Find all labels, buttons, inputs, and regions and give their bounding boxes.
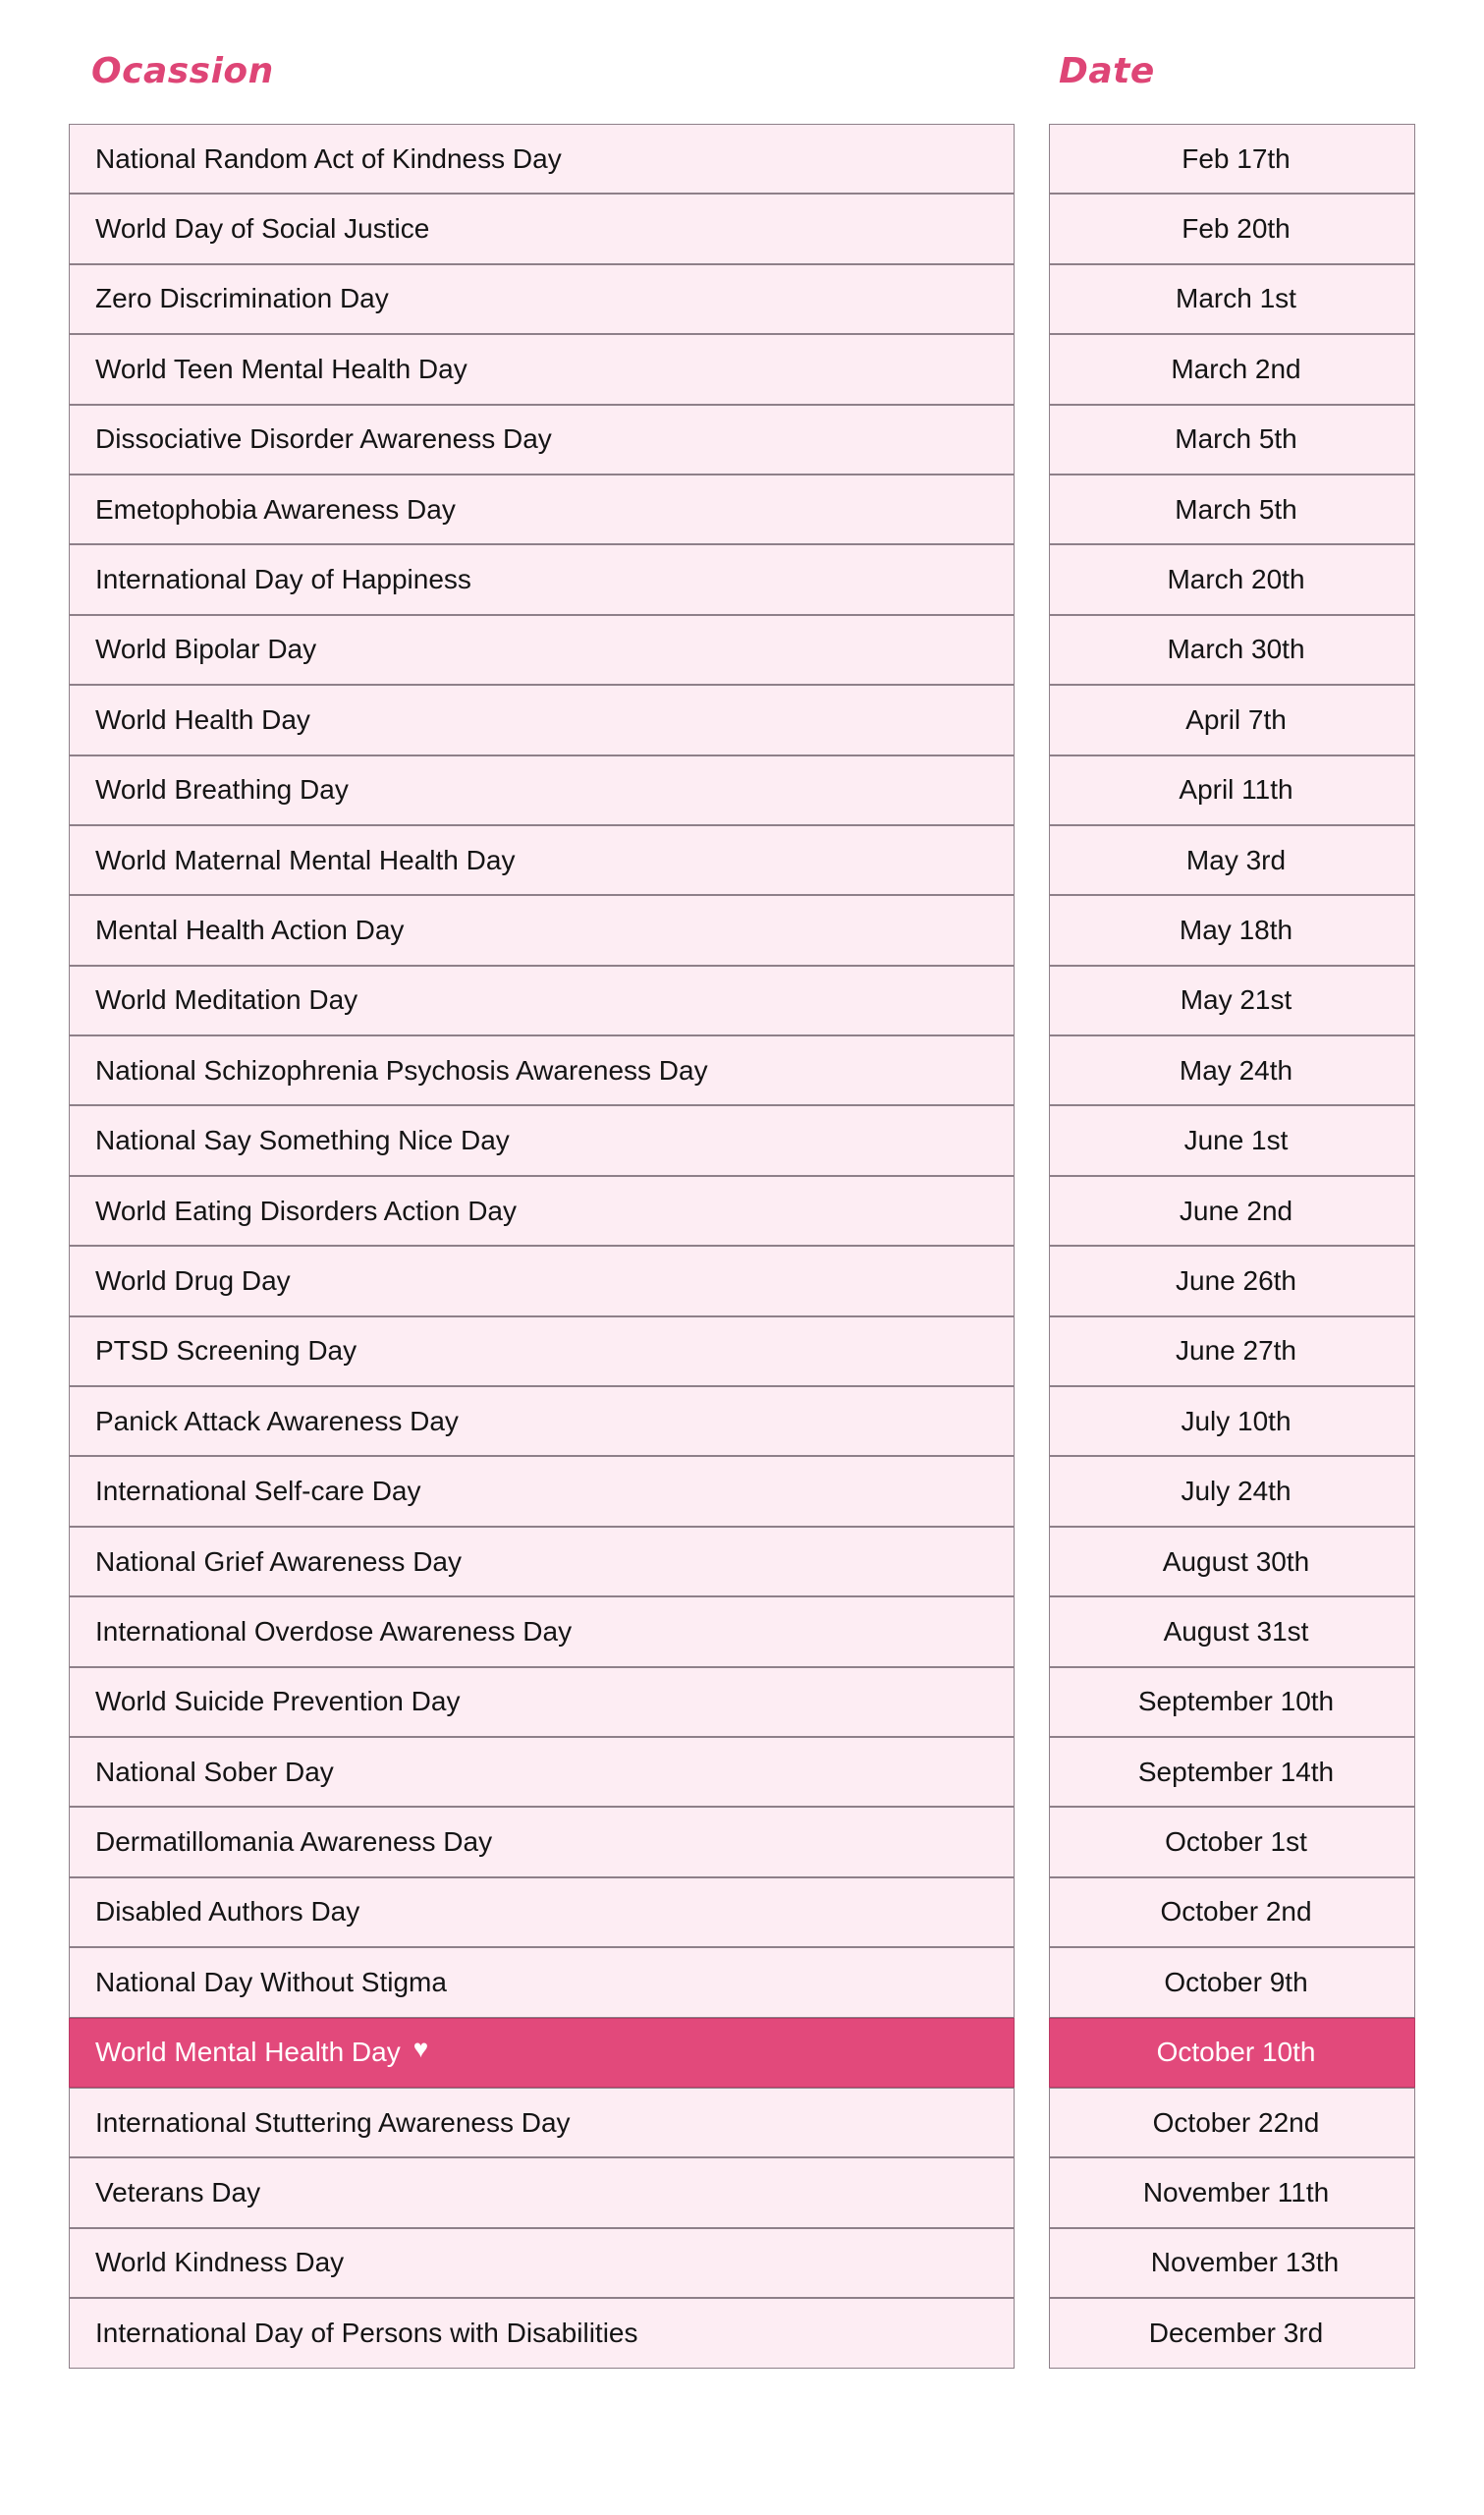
occasion-label: National Say Something Nice Day [95,1125,510,1156]
occasion-label: National Schizophrenia Psychosis Awareness Day [95,1054,708,1086]
occasion-label: World Breathing Day [95,774,349,806]
table-row-date-cell: June 2nd [1049,1176,1415,1246]
table-row-occasion-cell [69,405,1015,475]
table-row-occasion-cell [69,1667,1015,1737]
table-row-date-cell: August 31st [1049,1596,1415,1666]
occasion-label: World Health Day [95,703,310,735]
table-row-occasion-cell [69,1737,1015,1807]
column-gap [1015,1947,1049,2017]
table-row-date-cell: October 9th [1049,1947,1415,2017]
table-row-date-cell: December 3rd [1049,2298,1415,2368]
column-gap [1015,685,1049,754]
table-row-occasion-cell [69,2157,1015,2227]
column-gap [1015,1737,1049,1807]
occasion-label: Zero Discrimination Day [95,283,389,314]
table-row-date-cell: August 30th [1049,1527,1415,1596]
table-row-occasion-cell [69,1807,1015,1876]
table-row-occasion-cell [69,1246,1015,1315]
occasion-label: World Bipolar Day [95,634,317,665]
column-gap [1015,1035,1049,1105]
table-row-date-cell: June 1st [1049,1105,1415,1175]
occasion-label: International Self-care Day [95,1476,421,1507]
table-row-occasion-cell [69,2298,1015,2368]
occasion-label: Panick Attack Awareness Day [95,1405,459,1436]
occasion-label: Veterans Day [95,2177,261,2208]
column-header-occasion: Ocassion [91,51,274,91]
table-row-date-cell: May 18th [1049,895,1415,965]
column-gap [1015,1176,1049,1246]
table-row-date-cell: April 7th [1049,685,1415,754]
column-gap [1015,2298,1049,2368]
occasion-label: National Day Without Stigma [95,1966,447,1997]
occasion-label: National Sober Day [95,1756,334,1787]
column-gap [1015,544,1049,614]
column-gap [1015,475,1049,544]
occasion-label: International Day of Persons with Disabilities [95,2317,638,2348]
occasion-label: World Kindness Day [95,2247,345,2278]
column-gap [1015,1246,1049,1315]
table-row-date-cell: March 30th [1049,615,1415,685]
table-row-occasion-cell [69,895,1015,965]
column-gap [1015,1386,1049,1456]
table-row-occasion-cell [69,334,1015,404]
table-row-occasion-cell [69,615,1015,685]
table-row-date-cell: June 27th [1049,1316,1415,1386]
column-gap [1015,264,1049,334]
table-row-date-cell: November 13th [1049,2228,1415,2298]
table-row-occasion-cell [69,1386,1015,1456]
table-row-occasion-cell [69,685,1015,754]
occasion-label: Dermatillomania Awareness Day [95,1826,493,1858]
table-row-occasion-cell [69,1316,1015,1386]
table-row-occasion-cell [69,194,1015,263]
occasion-label: World Suicide Prevention Day [95,1686,461,1717]
table-row-date-cell: March 2nd [1049,334,1415,404]
column-gap [1015,966,1049,1035]
table-row-occasion-cell [69,825,1015,895]
table-row-occasion-cell [69,1527,1015,1596]
table-row-occasion-cell [69,966,1015,1035]
column-gap [1015,1596,1049,1666]
table-row-date-cell: October 10th [1049,2018,1415,2088]
column-header-date: Date [1059,51,1155,91]
column-gap [1015,825,1049,895]
occasion-label: Disabled Authors Day [95,1896,360,1928]
table-row-occasion-cell [69,1456,1015,1526]
table-row-occasion-cell [69,755,1015,825]
occasion-label: World Mental Health Day [95,2037,401,2068]
column-gap [1015,1105,1049,1175]
table-grid [69,124,1484,2369]
table-row-date-cell: July 24th [1049,1456,1415,1526]
column-gap [1015,1807,1049,1876]
occasion-label: PTSD Screening Day [95,1335,357,1367]
column-gap [1015,1877,1049,1947]
table-row-date-cell: May 24th [1049,1035,1415,1105]
occasion-label: World Eating Disorders Action Day [95,1195,517,1226]
column-gap [1015,2088,1049,2157]
table-row-date-cell: May 21st [1049,966,1415,1035]
column-gap [1015,2228,1049,2298]
table-row-date-cell: March 1st [1049,264,1415,334]
occasion-label: Dissociative Disorder Awareness Day [95,423,552,455]
table-row-date-cell: March 20th [1049,544,1415,614]
table-row-occasion-cell [69,2018,1015,2088]
table-row-date-cell: November 11th [1049,2157,1415,2227]
occasion-label: International Stuttering Awareness Day [95,2106,571,2138]
table-row-occasion-cell [69,1877,1015,1947]
table-row-date-cell: September 10th [1049,1667,1415,1737]
occasion-label: National Random Act of Kindness Day [95,142,562,174]
table-row-occasion-cell [69,124,1015,194]
awareness-days-table [0,124,1484,2369]
occasion-label: World Day of Social Justice [95,213,430,245]
column-gap [1015,1456,1049,1526]
table-row-occasion-cell [69,1105,1015,1175]
column-gap [1015,194,1049,263]
table-row-date-cell: July 10th [1049,1386,1415,1456]
column-gap [1015,1316,1049,1386]
occasion-label: World Meditation Day [95,984,358,1016]
column-gap [1015,124,1049,194]
occasion-label: World Maternal Mental Health Day [95,844,516,875]
table-row-occasion-cell [69,2228,1015,2298]
heart-icon: ♥ [412,2034,429,2064]
table-row-occasion-cell [69,475,1015,544]
table-row-occasion-cell [69,1947,1015,2017]
table-row-occasion-cell [69,1176,1015,1246]
column-gap [1015,2018,1049,2088]
occasion-label: International Overdose Awareness Day [95,1615,573,1647]
column-gap [1015,755,1049,825]
table-row-occasion-cell [69,1035,1015,1105]
occasion-label: World Drug Day [95,1264,291,1296]
table-row-occasion-cell [69,1596,1015,1666]
occasion-label: International Day of Happiness [95,564,471,595]
column-gap [1015,405,1049,475]
occasion-label: National Grief Awareness Day [95,1545,462,1577]
table-row-date-cell: June 26th [1049,1246,1415,1315]
table-row-date-cell: Feb 20th [1049,194,1415,263]
column-gap [1015,615,1049,685]
table-row-date-cell: October 2nd [1049,1877,1415,1947]
table-row-date-cell: March 5th [1049,475,1415,544]
table-row-occasion-cell [69,264,1015,334]
table-row-date-cell: April 11th [1049,755,1415,825]
table-row-date-cell: Feb 17th [1049,124,1415,194]
occasion-label: Mental Health Action Day [95,914,405,945]
occasion-label: Emetophobia Awareness Day [95,493,456,525]
column-gap [1015,2157,1049,2227]
table-row-date-cell: October 1st [1049,1807,1415,1876]
table-row-date-cell: September 14th [1049,1737,1415,1807]
column-gap [1015,1667,1049,1737]
table-row-date-cell: March 5th [1049,405,1415,475]
table-row-date-cell: May 3rd [1049,825,1415,895]
column-gap [1015,895,1049,965]
column-gap [1015,1527,1049,1596]
table-row-date-cell: October 22nd [1049,2088,1415,2157]
column-gap [1015,334,1049,404]
table-row-occasion-cell [69,2088,1015,2157]
table-row-occasion-cell [69,544,1015,614]
occasion-label: World Teen Mental Health Day [95,353,467,384]
